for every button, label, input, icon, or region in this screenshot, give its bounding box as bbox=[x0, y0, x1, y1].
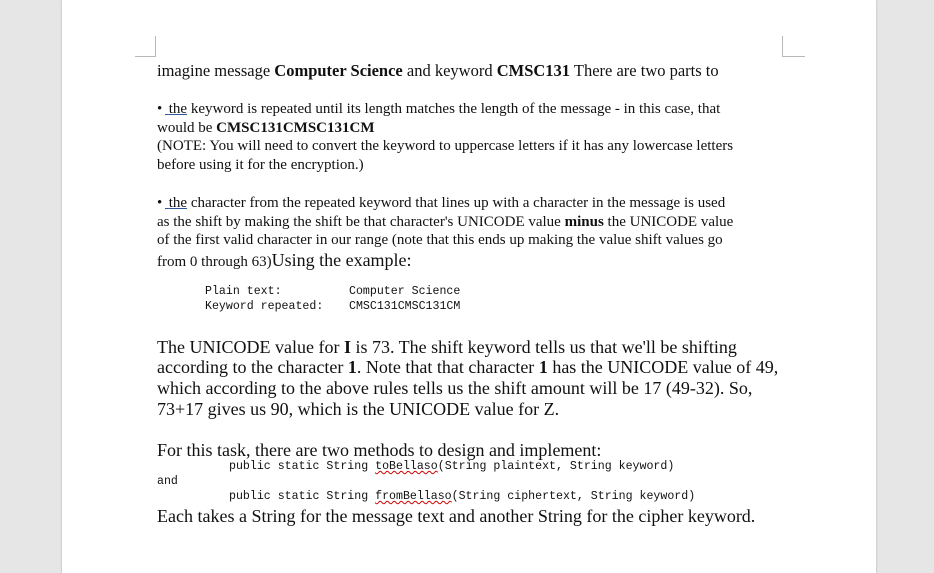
intro-line bbox=[157, 61, 719, 81]
method-tobellaso: public static String toBellaso(String plaintext, String keyword) bbox=[229, 460, 675, 473]
intro-text: There are two parts to bbox=[570, 61, 719, 80]
task-closing: Each takes a String for the message text and another String for the cipher keyword. bbox=[157, 506, 756, 526]
crop-mark-top-right bbox=[782, 36, 805, 57]
bullet2-line4 bbox=[157, 250, 412, 271]
example-keyword-row bbox=[205, 300, 460, 313]
example-plain-row bbox=[205, 285, 460, 298]
intro-text: imagine message bbox=[157, 61, 275, 80]
explanation-line2: according to the character 1. Note that that character 1 has the UNICODE value of 49, bbox=[157, 357, 779, 377]
note-line1: (NOTE: You will need to convert the keyword to uppercase letters if it has any lowercase letters bbox=[157, 138, 734, 154]
and-label: and bbox=[157, 475, 178, 488]
bullet2-marker: • the bbox=[157, 195, 188, 211]
crop-mark-top-left bbox=[135, 36, 156, 57]
bullet2-text: the UNICODE value bbox=[603, 214, 734, 230]
bullet1-line1 bbox=[157, 101, 720, 118]
method-frombellaso: public static String fromBellaso(String ciphertext, String keyword) bbox=[229, 490, 696, 503]
explanation-line1: The UNICODE value for I is 73. The shift keyword tells us that we'll be shifting bbox=[157, 337, 737, 357]
method-name-tobellaso: toBellaso bbox=[375, 460, 438, 473]
document-page bbox=[62, 0, 876, 573]
bullet2-text: as the shift by making the shift be that character's UNICODE value bbox=[157, 214, 565, 230]
plain-text-label: Plain text: bbox=[205, 285, 282, 298]
example-heading: Using the example: bbox=[271, 250, 412, 270]
intro-text: and keyword bbox=[402, 61, 497, 80]
note-line2: before using it for the encryption.) bbox=[157, 157, 364, 173]
bullet1-text: keyword is repeated until its length matches the length of the message - in this case, that bbox=[187, 101, 721, 117]
keyword-label: Keyword repeated: bbox=[205, 300, 324, 313]
bullet1-line2 bbox=[157, 120, 375, 137]
explanation-line3: which according to the above rules tells us the shift amount will be 17 (49-32). So, bbox=[157, 378, 753, 398]
keyword-value: CMSC131CMSC131CM bbox=[349, 300, 461, 313]
plain-text-value: Computer Science bbox=[349, 285, 461, 298]
task-intro: For this task, there are two methods to design and implement: bbox=[157, 440, 602, 460]
intro-keyword-bold: CMSC131 bbox=[496, 61, 571, 80]
intro-message-bold: Computer Science bbox=[274, 61, 403, 80]
method-name-frombellaso: fromBellaso bbox=[375, 490, 452, 503]
minus-bold: minus bbox=[564, 214, 604, 230]
bullet2-line2 bbox=[157, 214, 733, 231]
explanation-line4: 73+17 gives us 90, which is the UNICODE value for Z. bbox=[157, 399, 560, 419]
bullet2-line1 bbox=[157, 195, 725, 212]
bullet1-text: would be bbox=[157, 120, 217, 136]
repeated-keyword-bold: CMSC131CMSC131CM bbox=[216, 120, 375, 136]
bullet2-line3: of the first valid character in our range (note that this ends up making the value shift values go bbox=[157, 232, 723, 248]
bullet1-marker: • the bbox=[157, 101, 188, 117]
bullet2-text: character from the repeated keyword that lines up with a character in the message is used bbox=[187, 195, 726, 211]
bullet2-text: from 0 through 63) bbox=[157, 254, 272, 270]
